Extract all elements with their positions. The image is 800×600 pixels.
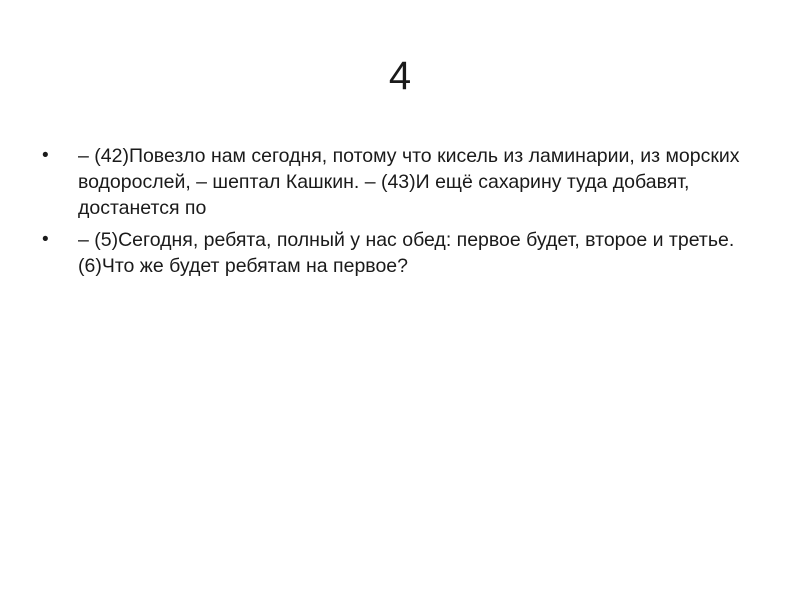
bullet-item [42,143,762,221]
bullet-list [42,143,762,285]
bullet-item [42,227,762,279]
bullet-dot-icon: • [42,229,49,250]
bullet-text: – (42)Повезло нам сегодня, потому что кисель из ламинарии, из морских водорослей, – шептал Кашкин. – (43)И ещё сахарину туда добавят, достанется по [78,145,740,219]
bullet-dot-icon: • [42,145,49,166]
slide-title: 4 [388,54,412,98]
bullet-text: – (5)Сегодня, ребята, полный у нас обед: первое будет, второе и третье. (6)Что же будет ребятам на первое? [78,229,735,277]
